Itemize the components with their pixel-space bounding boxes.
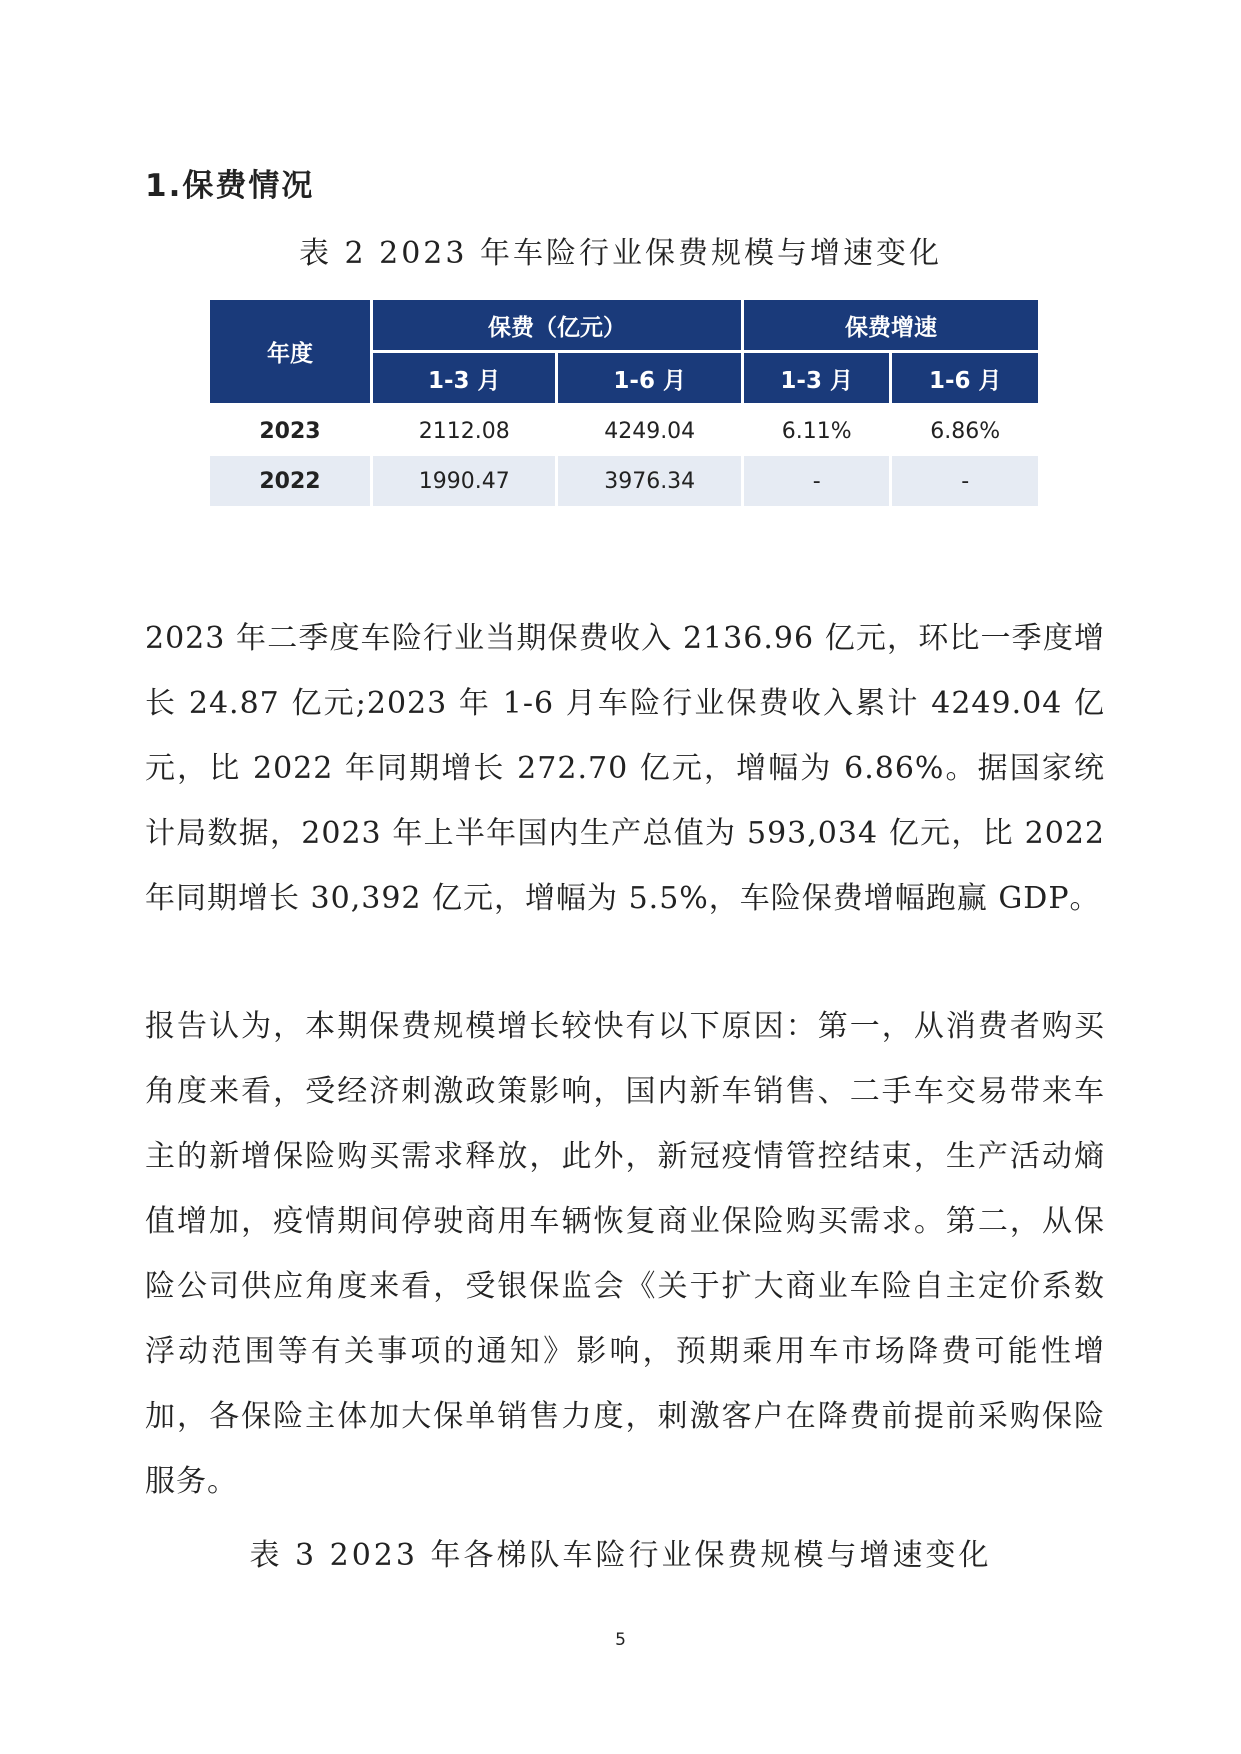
- cell-growth-h1: -: [892, 456, 1038, 506]
- cell-growth-h1: 6.86%: [930, 418, 1001, 444]
- page-number: 5: [615, 1630, 626, 1650]
- header-year: 年度: [210, 300, 370, 406]
- premium-table: [207, 300, 1041, 506]
- cell-year: 2023: [259, 418, 321, 444]
- cell-premium-q1: 2112.08: [418, 418, 510, 444]
- table-2-caption: 表 2 2023 年车险行业保费规模与增速变化: [298, 236, 943, 271]
- cell-premium-h1: 3976.34: [558, 456, 740, 506]
- paragraph-premium-summary: 2023 年二季度车险行业当期保费收入 2136.96 亿元，环比一季度增长 24.87 亿元;2023 年 1-6 月车险行业保费收入累计 4249.04 亿元，比 2022 年同期增长 272.70 亿元，增幅为 6.86%。据国家统计局数据，2023 年上半年国内生产总值为 593,034 亿元，比 2022 年同期增长 30,392 亿元，增幅为 5.5%，车险保费增幅跑赢 GDP。: [145, 621, 1105, 916]
- header-growth: 保费增速: [744, 300, 1038, 353]
- cell-year: 2022: [210, 456, 370, 506]
- header-premium-h1: 1-6 月: [558, 353, 740, 406]
- paragraph-growth-reasons: 报告认为，本期保费规模增长较快有以下原因：第一，从消费者购买角度来看，受经济刺激政策影响，国内新车销售、二手车交易带来车主的新增保险购买需求释放，此外，新冠疫情管控结束，生产活动熵值增加，疫情期间停驶商用车辆恢复商业保险购买需求。第二，从保险公司供应角度来看，受银保监会《关于扩大商业车险自主定价系数浮动范围等有关事项的通知》影响，预期乘用车市场降费可能性增加，各保险主体加大保单销售力度，刺激客户在降费前提前采购保险服务。: [145, 1009, 1105, 1499]
- section-heading: 1.保费情况: [145, 168, 315, 204]
- table-row: [210, 456, 1038, 506]
- cell-growth-q1: -: [744, 456, 890, 506]
- header-growth-h1: 1-6 月: [892, 353, 1038, 406]
- header-premium-q1: 1-3 月: [373, 353, 555, 406]
- cell-growth-q1: 6.11%: [781, 418, 852, 444]
- cell-premium-h1: 4249.04: [604, 418, 696, 444]
- cell-premium-q1: 1990.47: [373, 456, 555, 506]
- table-row: [210, 406, 1038, 456]
- header-premium: 保费（亿元）: [373, 300, 741, 353]
- header-growth-q1: 1-3 月: [744, 353, 890, 406]
- table-3-caption: 表 3 2023 年各梯队车险行业保费规模与增速变化: [249, 1538, 992, 1573]
